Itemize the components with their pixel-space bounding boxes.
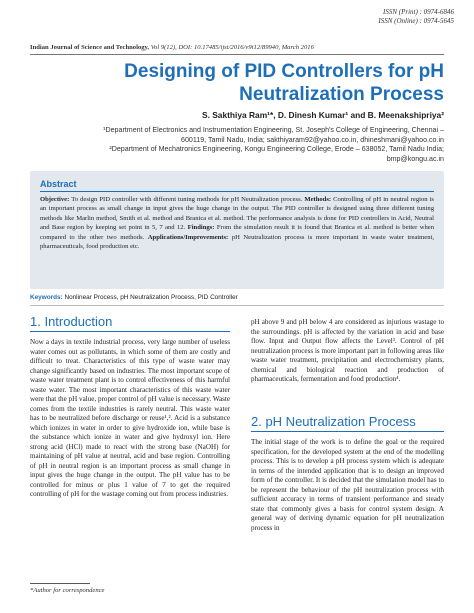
section-2-body bbox=[251, 438, 444, 533]
methods-text: Controlling of pH in neutral region is an important process as small change in input gives the huge change in the output. The PID controller is designed using three different tuning methods like Marlin method, Smith et al. method and Branica et al. method. The performance analysis is done for PID controllers in Acid, Neutral and Base region by keeping set point in 5, 7 and 12. bbox=[40, 196, 434, 232]
affiliations bbox=[84, 126, 444, 164]
footnote-divider bbox=[30, 583, 90, 584]
section-2-heading: 2. pH Neutralization Process bbox=[251, 414, 416, 429]
section-1-paragraph: Now a days in textile industrial process, very large number of useless water comes out as pollutants, in which some of them are costly and difficult to treat. Characteristics of this type of waste water may change significantly based on industries. The most important scope of waste water treatment plant is to control effectiveness of this harmful waste water. The most important characteristics of this waste water were that the pH value, proper control of pH value is necessary. Waste comes from the textile industries is rarely neutral. This waste water has to be neutralized before discharge or reuse¹,². Acid is a substance which ionizes in water in order to give hydroxide ion, while base is the substance which ionize in water and give hydroxyl ion. Here strong acid (HCl) made to react with the strong base (NaOH) for maintaining of pH value at neutral, acid and base region. Controlling of pH in neutral region is an important process as small change in input gives the huge change in the output. The pH value has to be controlled for minus or plus 1 value of 7 to get the required controlling of pH for the wastage coming out from process industries. bbox=[30, 338, 230, 498]
findings-label: Findings: bbox=[187, 224, 215, 232]
author-list: S. Sakthiya Ram¹*, D. Dinesh Kumar¹ and B. Meenakshipriya² bbox=[201, 110, 444, 120]
affiliation-2: ²Department of Mechatronics Engineering, Kongu Engineering College, Erode – 638052, Tamil Nadu India; bmp@kongu.ac.in bbox=[109, 145, 444, 163]
affiliation-1: ¹Department of Electronics and Instrumentation Engineering, St. Joseph's College of Engineering, Chennai – 600119, Tamil Nadu, India; sakthiyaram92@yahoo.co.in, dhineshmani@yahoo.co.in bbox=[103, 126, 444, 144]
footnote: *Author for correspondence bbox=[30, 587, 105, 594]
keywords-divider bbox=[30, 305, 444, 306]
applications-text: pH Neutralization process is more important in waste water treatment, pharmaceuticals, food production etc. bbox=[40, 233, 434, 251]
abstract-heading: Abstract bbox=[40, 179, 77, 189]
article-title bbox=[44, 60, 444, 106]
citation-details: Vol 9(12), DOI: 10.17485/ijst/2016/v9i12/89940, March 2016 bbox=[149, 44, 314, 51]
abstract-divider bbox=[40, 191, 434, 192]
issn-print: ISSN (Print) : 0974-6846 bbox=[383, 8, 454, 16]
findings-text: From the simulation result it is found that Branica et al. method is better when compared to the other two methods. bbox=[40, 224, 434, 241]
methods-label: Methods: bbox=[304, 196, 332, 203]
section-1-body bbox=[30, 338, 230, 500]
section-1-heading: 1. Introduction bbox=[30, 314, 113, 329]
section-1-continued bbox=[251, 318, 444, 385]
applications-label: Applications/Improvements: bbox=[147, 233, 229, 241]
issn-online: ISSN (Online) : 0974-5645 bbox=[378, 17, 454, 25]
section-2-divider bbox=[251, 431, 444, 432]
keywords bbox=[30, 294, 444, 301]
title-line-1: Designing of PID Controllers for pH bbox=[124, 61, 444, 82]
journal-citation bbox=[30, 44, 444, 51]
title-line-2: Neutralization Process bbox=[239, 84, 444, 105]
header-divider bbox=[30, 54, 444, 55]
objective-label: Objective: bbox=[40, 196, 70, 203]
section-2-paragraph: The initial stage of the work is to define the goal or the required specification, for the developed system at the end of the modelling process. This is to develop a pH process system which is adequate in terms of the intended application that is to design an improved form of the controller. It is decided that the simulation model has to be represent the behaviour of the pH neutralization process with sufficient accuracy in terms of transient performance and steady state that commonly gives a basis for control system design. A general way of deriving dynamic equation for pH neutralization process in bbox=[251, 438, 444, 532]
abstract-body bbox=[40, 195, 434, 251]
journal-name: Indian Journal of Science and Technology, bbox=[30, 44, 150, 51]
keywords-label: Keywords: bbox=[30, 294, 63, 301]
section-1-continued-paragraph: pH above 9 and pH below 4 are considered as injurious wastage to the surroundings. pH is affected by the variation in acid and base flow. Input and Output flow affects the Level³. Control of pH neutralization process is more important part in following areas like waste water treatment, precipitation and electrochemistry plants, chemical and biological reaction and production of pharmaceuticals, fermentation and food production⁴. bbox=[251, 318, 444, 383]
issn-block bbox=[378, 8, 454, 26]
keywords-text: Nonlinear Process, pH Neutralization Process, PID Controller bbox=[62, 294, 238, 301]
objective-text: To design PID controller with different tuning methods for pH Neutralization process. bbox=[69, 196, 305, 203]
section-1-divider bbox=[30, 331, 230, 332]
